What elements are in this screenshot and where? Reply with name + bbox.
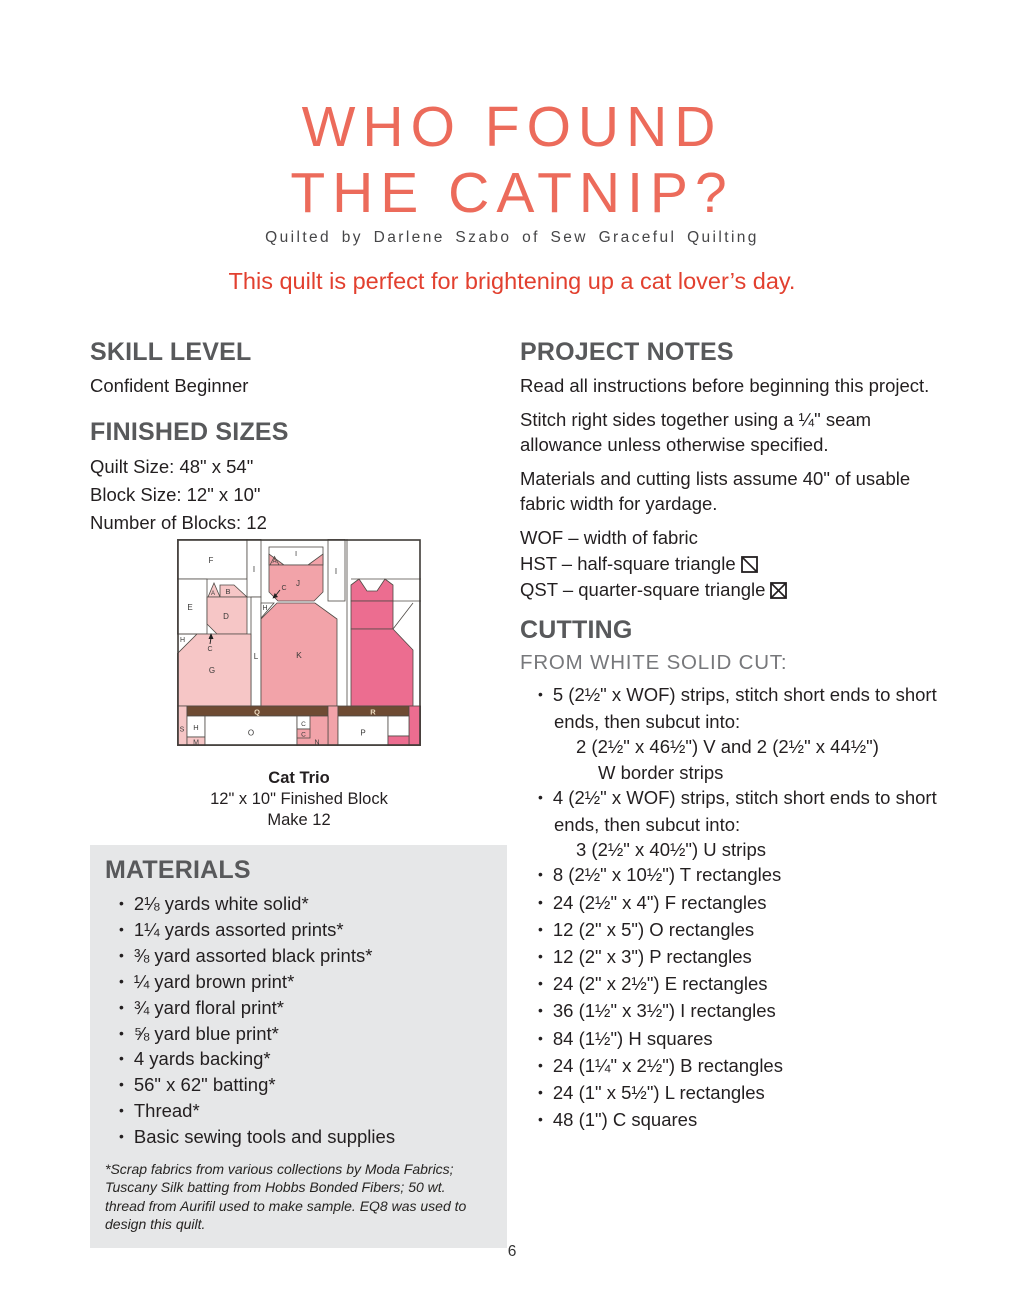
block-size: Block Size: 12" x 10" [90,484,261,505]
finished-sizes-heading: FINISHED SIZES [90,418,289,446]
label-B: B [225,587,231,596]
label-G: G [208,666,216,675]
materials-footnote: *Scrap fabrics from various collections by Moda Fabrics; Tuscany Silk batting from Hobbs Bonded Fibers; 50 wt. thread from Aurifil used to make sample. EQ8 was used to design this quilt. [105,1161,467,1233]
page-title-line1: WHO FOUND [301,95,723,159]
label-K: K [296,650,302,660]
project-notes-heading: PROJECT NOTES [520,338,734,366]
label-H: H [193,723,199,732]
label-Q: Q [254,707,260,717]
qst-icon [770,582,787,599]
abbreviation-qst [520,577,956,603]
abbreviation-hst [520,551,956,577]
materials-heading: MATERIALS [105,856,251,884]
number-of-blocks: Number of Blocks: 12 [90,512,267,533]
byline: Quilted by Darlene Szabo of Sew Graceful Quilting [265,229,759,246]
project-notes-paragraph: Materials and cutting lists assume 40" of usable fabric width for yardage. [520,468,911,514]
label-A: A [272,559,277,565]
right-column [520,338,956,1134]
cutting-item: • 48 (1") C squares [520,1107,956,1134]
cutting-item: • 24 (2" x 2½") E rectangles [520,971,956,998]
skill-level-heading: SKILL LEVEL [90,338,252,366]
abbreviation-wof [520,525,956,551]
hst-icon [741,556,758,573]
page-title [0,94,1024,226]
block-diagram-wrap [177,539,421,751]
cutting-heading: CUTTING [520,616,633,644]
cutting-item: • 5 (2½" x WOF) strips, stitch short ends to short ends, then subcut into: [520,682,956,734]
page-title-line2: THE CATNIP? [290,161,734,225]
finished-sizes-list [90,453,508,537]
label-F: F [208,556,214,565]
cutting-item: • 4 (2½" x WOF) strips, stitch short ends to short ends, then subcut into: [520,785,956,837]
label-H: H [262,605,268,612]
label-C: C [301,731,306,739]
label-P: P [360,728,366,738]
materials-item: • ¾ yard floral print* [105,996,489,1022]
cutting-subheading: FROM WHITE SOLID CUT: [520,651,788,674]
label-I: I [252,565,256,574]
materials-item: • 1¼ yards assorted prints* [105,918,489,944]
label-I: I [334,567,338,576]
cutting-item: • 84 (1½") H squares [520,1026,956,1053]
materials-item: • 2⅛ yards white solid* [105,892,489,918]
block-caption [177,768,421,831]
small-white-square [388,716,409,736]
project-notes-paragraph: Read all instructions before beginning this project. [520,375,930,396]
materials-item: • Basic sewing tools and supplies [105,1125,489,1151]
quilt-size: Quilt Size: 48" x 54" [90,456,254,477]
label-L: L [253,652,259,661]
cutting-item: • 24 (2½" x 4") F rectangles [520,890,956,917]
materials-item: • Thread* [105,1099,489,1125]
label-C: C [207,646,213,653]
right-cat-body [351,629,413,706]
materials-item: • 4 yards backing* [105,1047,489,1073]
cutting-subitem: 2 (2½" x 46½") V and 2 (2½" x 44½") [576,736,879,758]
cutting-item: • 8 (2½" x 10½") T rectangles [520,862,956,889]
label-M: M [193,739,199,746]
project-notes-paragraph: Stitch right sides together using a ¼" seam allowance unless otherwise specified. [520,409,872,455]
bottom-row [177,706,421,746]
cutting-list [520,682,956,1134]
abbreviation-text: QST – quarter-square triangle [520,579,766,600]
materials-item: • 56" x 62" batting* [105,1073,489,1099]
label-N: N [314,739,320,746]
label-D: D [223,612,229,621]
label-S: S [179,726,185,734]
label-A: A [210,591,216,597]
label-H: H [179,637,186,644]
cat-trio-block-diagram [177,539,421,746]
cutting-item: • 24 (1¼" x 2½") B rectangles [520,1053,956,1080]
cutting-item: • 36 (1½" x 3½") I rectangles [520,998,956,1025]
materials-item: • ⅝ yard blue print* [105,1022,489,1048]
label-R: R [370,707,376,717]
label-O: O [247,728,255,738]
cutting-subitem: W border strips [598,761,724,783]
label-E: E [187,603,193,612]
label-C: C [281,585,287,592]
block-caption-make: Make 12 [267,811,331,829]
tagline: This quilt is perfect for brightening up a cat lover’s day. [228,268,796,294]
label-I: I [294,549,298,558]
block-caption-size: 12" x 10" Finished Block [210,790,388,808]
left-column [90,338,508,831]
right-cat-head [351,601,393,629]
cutting-item: • 24 (1" x 5½") L rectangles [520,1080,956,1107]
abbreviation-text: HST – half-square triangle [520,553,736,574]
cutting-item: • 12 (2" x 5") O rectangles [520,917,956,944]
pink-divider-strip [328,706,338,746]
skill-level-value: Confident Beginner [90,375,249,396]
cutting-subitem: 3 (2½" x 40½") U strips [576,839,766,861]
materials-item: • ¼ yard brown print* [105,970,489,996]
label-C: C [301,721,306,728]
cutting-item: • 12 (2" x 3") P rectangles [520,944,956,971]
abbreviation-text: WOF – width of fabric [520,527,698,548]
materials-item: • ⅜ yard assorted black prints* [105,944,489,970]
label-J: J [296,579,300,588]
block-caption-title: Cat Trio [268,769,330,787]
materials-section [90,845,507,1248]
page-number: 6 [507,1243,517,1260]
